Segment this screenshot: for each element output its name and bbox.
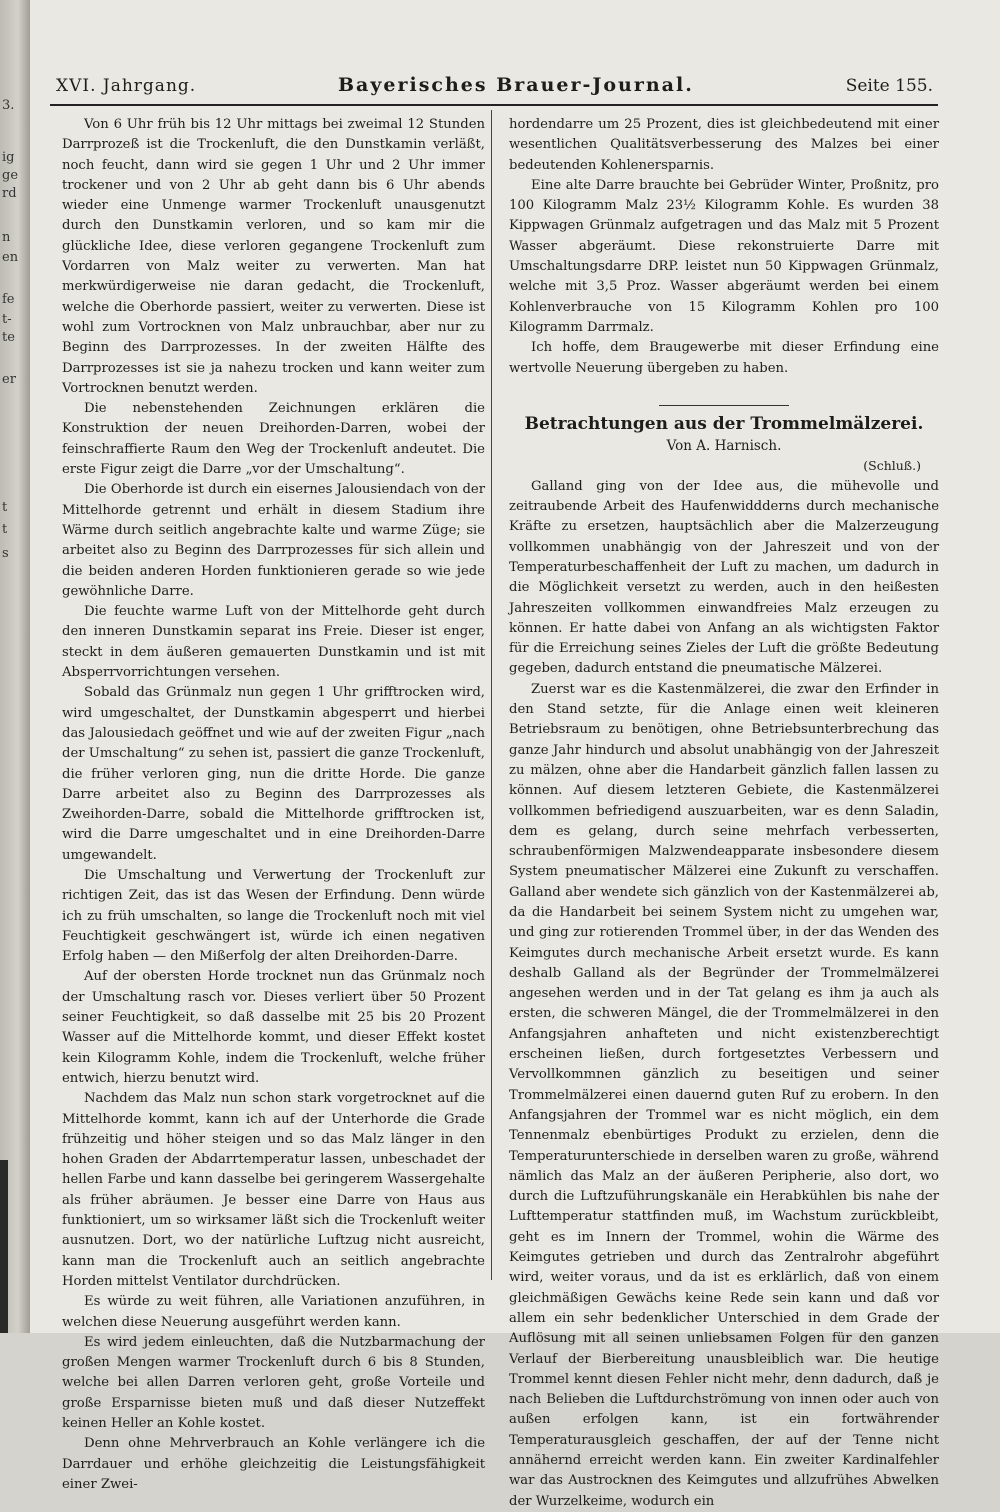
page-header — [38, 70, 938, 100]
conclusion-note: (Schluß.) — [863, 458, 921, 474]
journal-title: Bayerisches Brauer-Journal. — [338, 74, 694, 96]
paragraph: Nachdem das Malz nun schon stark vorgetrocknet auf die Mittelhorde kommt, kann ich auf der Unterhorde die Grade frühzeitig und höher steigen und so das Malz länger in den hohen Graden der Abdarrtemperatur lassen, unbeschadet der hellen Farbe und kann dasselbe bei geringerem Wassergehalte als früher abräumen. Je besser eine Darre von Haus aus funktioniert, um so wirksamer läßt sich die Trockenluft weiter ausnutzen. Dort, wo der natürliche Luftzug nicht ausreicht, kann man die Trockenluft auch an seitlich angebrachte Horden mittelst Ventilator durchdrücken. — [62, 1091, 485, 1289]
gutter-fragment: en — [2, 250, 19, 265]
left-column — [62, 115, 485, 1495]
paragraph: Ich hoffe, dem Braugewerbe mit dieser Erfindung eine wertvolle Neuerung übergeben zu haben. — [509, 340, 939, 376]
paragraph: Die Oberhorde ist durch ein eisernes Jalousiendach von der Mittelhorde getrennt und erhält in diesem Stadium ihre Wärme durch seitlich angebrachte kalte und warme Züge; sie arbeitet also zu Beginn des Darrprozesses für sich allein und die beiden anderen Horden funktionieren gerade so wie jede gewöhnliche Darre. — [62, 482, 485, 599]
paragraph: hordendarre um 25 Prozent, dies ist gleichbedeutend mit einer wesentlichen Qualitätsverbesserung des Malzes bei einer bedeutenden Kohlenersparnis. — [509, 117, 939, 173]
article-title: Betrachtungen aus der Trommelmälzerei. — [524, 413, 924, 434]
paragraph: Denn ohne Mehrverbrauch an Kohle verlängere ich die Darrdauer und erhöhe gleichzeitig die Leistungsfähigkeit einer Zwei- — [62, 1436, 485, 1492]
paragraph: Es wird jedem einleuchten, daß die Nutzbarmachung der großen Mengen warmer Trockenluft durch 6 bis 8 Stunden, welche bei allen Darren verloren geht, große Vorteile und große Ersparnisse bieten muß und daß dieser Nutzeffekt keinen Heller an Kohle kostet. — [62, 1334, 485, 1431]
paragraph: Eine alte Darre brauchte bei Gebrüder Winter, Proßnitz, pro 100 Kilogramm Malz 23½ Kilogramm Kohle. Es wurden 38 Kippwagen Grünmalz aufgetragen und das Malz mit 5 Prozent Wasser abgeräumt. Diese rekonstruierte Darre mit Umschaltungsdarre DRP. leistet nun 50 Kippwagen Grünmalz, welche mit 3,5 Proz. Wasser abgeräumt werden bei einem Kohlenverbrauche von 15 Kilogramm Kohlen pro 100 Kilogramm Darrmalz. — [509, 177, 939, 335]
column-divider — [491, 110, 492, 1280]
right-column — [509, 115, 939, 1512]
header-rule — [50, 104, 938, 106]
gutter-fragment: ig — [2, 150, 15, 165]
gutter-fragment: ge — [2, 168, 19, 183]
gutter-fragment: t- — [2, 312, 12, 327]
volume-label: XVI. Jahrgang. — [56, 76, 197, 96]
gutter-fragment: fe — [2, 292, 15, 307]
paragraph: Auf der obersten Horde trocknet nun das Grünmalz noch der Umschaltung rasch vor. Dieses verliert über 50 Prozent seiner Feuchtigkeit, so daß dasselbe mit 25 bis 20 Prozent Wasser auf die Mittelhorde kommt, und dieser Effekt kostet kein Kilogramm Kohle, indem die Trockenluft, welche früher entwich, hierzu benutzt wird. — [62, 969, 485, 1086]
gutter-fragment: t — [2, 500, 8, 515]
gutter-fragment: n — [2, 230, 11, 245]
gutter-fragment: te — [2, 330, 15, 345]
gutter-fragment: t — [2, 522, 8, 537]
page-number: Seite 155. — [845, 76, 933, 96]
binding-shadow — [0, 1160, 8, 1333]
paragraph: Zuerst war es die Kastenmälzerei, die zwar den Erfinder in den Stand setzte, für die Anlage einen weit kleineren Betriebsraum zu benötigen, ohne Betriebsunterbrechung das ganze Jahr hindurch und absolut unabhängig von der Jahreszeit zu mälzen, ohne aber die Handarbeit gänzlich fallen lassen zu können. Auf diesem letzteren Gebiete, die Kastenmälzerei vollkommen befriedigend auszuarbeiten, war es denn Saladin, dem es gelang, durch seine mehrfach verbesserten, schraubenförmigen Malzwendeapparate insbesondere diesem System pneumatischer Mälzerei eine Zukunft zu verschaffen. Galland aber wendete sich gänzlich von der Kastenmälzerei ab, da die Handarbeit bei seinem System nicht zu umgehen war, und ging zur rotierenden Trommel über, in der das Wenden des Keimgutes durch mechanische Arbeit ersetzt wurde. Es kann deshalb Galland als der Begründer der Trommelmälzerei angesehen werden und in der Tat gelang es ihm ja auch als ersten, die schweren Mängel, die der Trommelmälzerei in den Anfangsjahren anhafteten und nicht existenzberechtigt erscheinen ließen, durch fortgesetztes Verbessern und Vervollkommnen gänzlich zu beseitigen und seiner Trommelmälzerei einen dauernd guten Ruf zu erobern. In den Anfangsjahren der Trommel war es nicht möglich, ein dem Tennenmalz ebenbürtiges Produkt zu erzielen, denn die Temperaturunterschiede in derselben waren zu große, während nämlich das Malz an der äußeren Peripherie, also dort, wo durch die Luftzuführungskanäle ein Herabkühlen bis nahe der Lufttemperatur stattfinden muß, im Wachstum zurückbleibt, geht es im Innern der Trommel, wohin die Wärme des Keimgutes getrieben und durch das Zentralrohr abgeführt wird, weiter voraus, und da ist es erklärlich, daß von einem gleichmäßigen Gewächs keine Rede sein kann und daß vor allem ein sehr bedenklicher Unterschied in dem Grade der Auflösung mit all seinen unliebsamen Folgen für den ganzen Verlauf der Bierbereitung unausbleiblich war. Die heutige Trommel kennt diesen Fehler nicht mehr, denn dadurch, daß je nach Belieben die Luftdurchströmung von innen oder auch von außen erfolgen kann, ist ein fortwährender Temperaturausgleich geschaffen, der auf der Tenne nicht annähernd erreicht werden kann. Ein zweiter Kardinalfehler war das Austrocknen des Keimgutes und allzufrühes Abwelken der Wurzelkeime, wodurch ein — [509, 681, 939, 1509]
gutter-fragment: er — [2, 372, 16, 387]
paragraph: Die feuchte warme Luft von der Mittelhorde geht durch den inneren Dunstkamin separat ins Freie. Dieser ist enger, steckt in dem äußeren gemauerten Dunstkamin und ist mit Absperrvorrichtungen versehen. — [62, 604, 485, 681]
paragraph: Von 6 Uhr früh bis 12 Uhr mittags bei zweimal 12 Stunden Darrprozeß ist die Trockenluft, die den Dunstkamin verläßt, noch feucht, dann wird sie gegen 1 Uhr und 2 Uhr immer trockener und von 2 Uhr ab geht dann bis 6 Uhr abends wieder eine Unmenge warmer Trockenluft unausgenutzt durch den Dunstkamin verloren, und so kam mir die glückliche Idee, diese verloren gegangene Trockenluft zum Vordarren von Malz weiter zu verwerten. Man hat merkwürdigerweise nie daran gedacht, die Trockenluft, welche die Oberhorde passiert, weiter zu verwerten. Diese ist wohl zum Vortrocknen von Malz unbrauchbar, aber nur zu Beginn des Darrprozesses. In der zweiten Hälfte des Darrprozesses ist sie ja nahezu trocken und kann weiter zum Vortrocknen benutzt werden. — [62, 117, 485, 396]
paragraph: Sobald das Grünmalz nun gegen 1 Uhr grifftrocken wird, wird umgeschaltet, der Dunstkamin abgesperrt und hierbei das Jalousiedach geöffnet und wie auf der zweiten Figur „nach der Umschaltung“ zu sehen ist, passiert die ganze Trockenluft, die früher verloren ging, nun die dritte Horde. Die ganze Darre arbeitet also zu Beginn des Darrprozesses als Zweihorden-Darre, sobald die Mittelhorde grifftrocken ist, wird die Darre umgeschaltet und in eine Dreihorden-Darre umgewandelt. — [62, 685, 485, 863]
section-rule — [659, 405, 789, 406]
paragraph: Galland ging von der Idee aus, die mühevolle und zeitraubende Arbeit des Haufenwiddderns durch mechanische Kräfte zu ersetzen, hauptsächlich aber die Malzerzeugung vollkommen unabhängig von der Jahreszeit und von der Temperaturbeschaffenheit der Luft zu machen, um dadurch in die Möglichkeit versetzt zu werden, auch in den heißesten Jahreszeiten vollkommen einwandfreies Malz erzeugen zu können. Er hatte dabei von Anfang an als wichtigsten Faktor für die Erreichung seines Zieles der Luft die größte Bedeutung gegeben, dadurch entstand die pneumatische Mälzerei. — [509, 478, 939, 677]
binding-gutter — [0, 0, 30, 1333]
gutter-fragment: rd — [2, 186, 17, 201]
paragraph: Die nebenstehenden Zeichnungen erklären die Konstruktion der neuen Dreihorden-Darren, wobei der feinschraffierte Raum den Weg der Trockenluft andeutet. Die erste Figur zeigt die Darre „vor der Umschaltung“. — [62, 401, 485, 478]
gutter-fragment: s — [2, 546, 9, 561]
paragraph: Die Umschaltung und Verwertung der Trockenluft zur richtigen Zeit, das ist das Wesen der Erfindung. Denn würde ich zu früh umschalten, so lange die Trockenluft noch mit viel Feuchtigkeit geschwängert ist, würde ich einen negativen Erfolg haben — den Mißerfolg der alten Dreihorden-Darre. — [62, 867, 485, 965]
article-author: Von A. Harnisch. — [666, 438, 782, 455]
paragraph: Es würde zu weit führen, alle Variationen anzuführen, in welchen diese Neuerung ausgeführt werden kann. — [62, 1294, 485, 1330]
gutter-fragment: 3. — [2, 98, 15, 113]
